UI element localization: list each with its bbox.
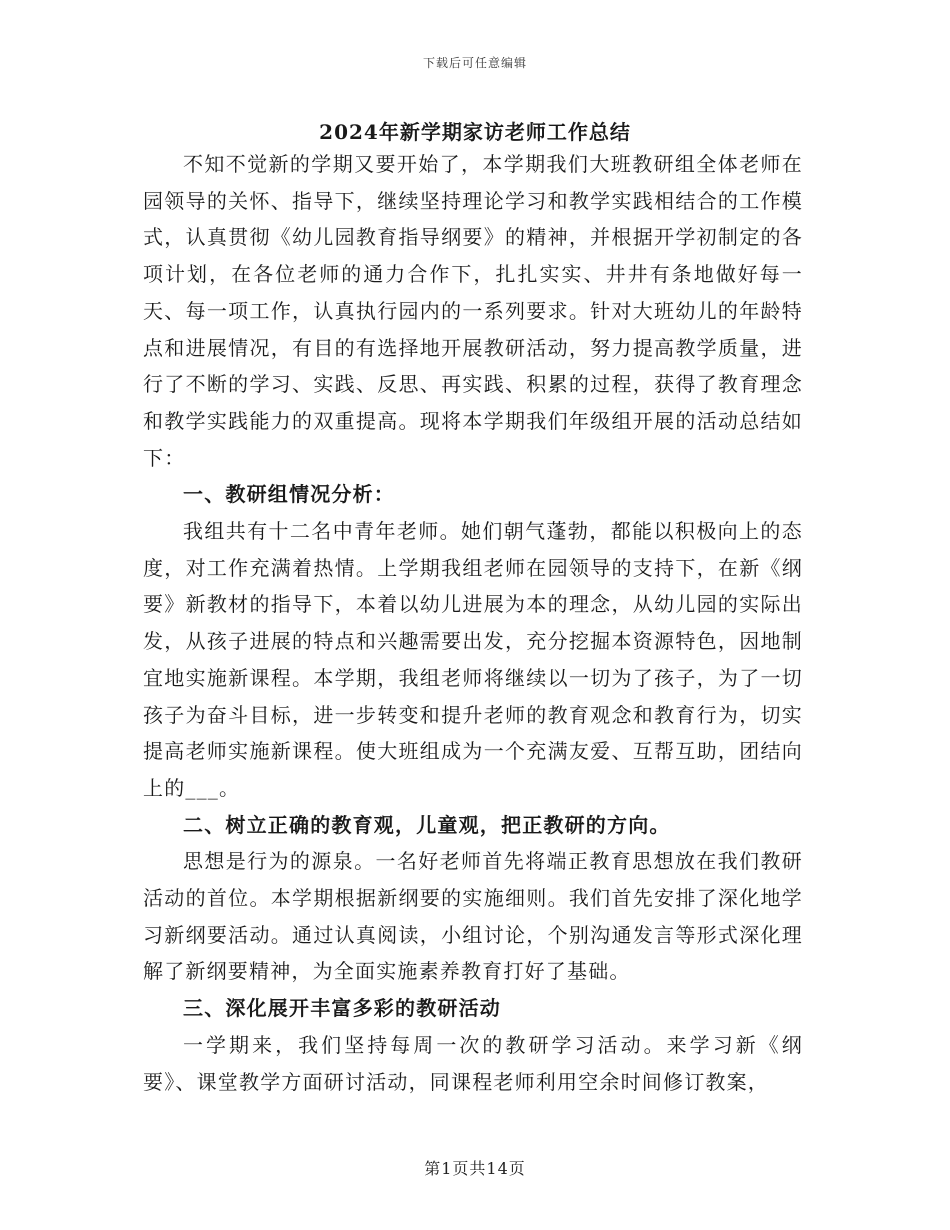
section-paragraph-1: 我组共有十二名中青年老师。她们朝气蓬勃，都能以积极向上的态度，对工作充满着热情。上学期我组老师在园领导的支持下，在新《纲要》新教材的指导下，本着以幼儿进展为本的理念，从幼儿园的实际出发，从孩子进展的特点和兴趣需要出发，充分挖掘本资源特色，因地制宜地实施新课程。本学期，我组老师将继续以一切为了孩子，为了一切孩子为奋斗目标，进一步转变和提升老师的教育观念和教育行为，切实提高老师实施新课程。使大班组成为一个充满友爱、互帮互助，团结向上的___。 xyxy=(143,519,803,800)
intro-paragraph: 不知不觉新的学期又要开始了，本学期我们大班教研组全体老师在园领导的关怀、指导下，继续坚持理论学习和教学实践相结合的工作模式，认真贯彻《幼儿园教育指导纲要》的精神，并根据开学初制定的各项计划，在各位老师的通力合作下，扎扎实实、井井有条地做好每一天、每一项工作，认真执行园内的一系列要求。针对大班幼儿的年龄特点和进展情况，有目的有选择地开展教研活动，努力提高教学质量，进行了不断的学习、实践、反思、再实践、积累的过程，获得了教育理念和教学实践能力的双重提高。现将本学期我们年级组开展的活动总结如下： xyxy=(143,152,803,470)
section-heading-3: 三、深化展开丰富多彩的教研活动 xyxy=(183,996,501,1021)
document-body xyxy=(143,146,803,1100)
section-heading-1: 一、教研组情况分析： xyxy=(183,482,395,507)
page-number: 第1页共14页 xyxy=(424,1159,526,1178)
document-title: 2024年新学期家访老师工作总结 xyxy=(319,120,631,144)
header-note: 下载后可任意编辑 xyxy=(422,56,527,70)
section-paragraph-3: 一学期来，我们坚持每周一次的教研学习活动。来学习新《纲要》、课堂教学方面研讨活动，同课程老师利用空余时间修订教案， xyxy=(143,1032,803,1094)
section-paragraph-2: 思想是行为的源泉。一名好老师首先将端正教育思想放在我们教研活动的首位。本学期根据新纲要的实施细则。我们首先安排了深化地学习新纲要活动。通过认真阅读，小组讨论，个别沟通发言等形式深化理解了新纲要精神，为全面实施素养教育打好了基础。 xyxy=(143,849,803,984)
section-heading-2: 二、树立正确的教育观，儿童观，把正教研的方向。 xyxy=(183,812,671,837)
